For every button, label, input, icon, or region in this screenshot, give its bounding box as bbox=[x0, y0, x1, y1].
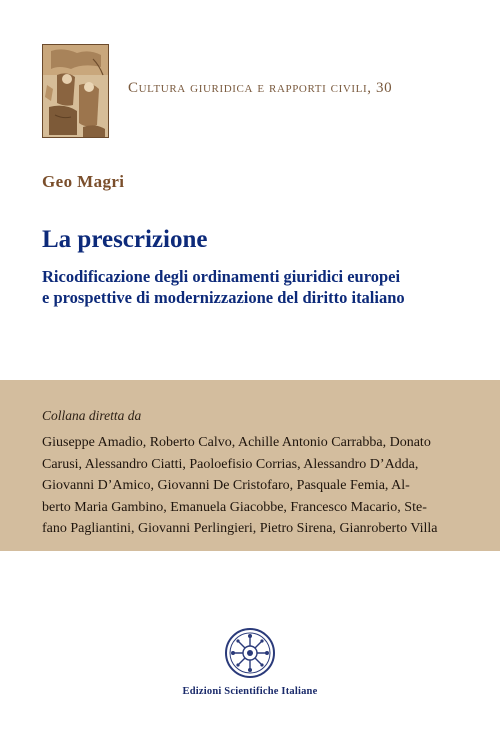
subtitle-line: Ricodificazione degli ordinamenti giuridici europei bbox=[42, 267, 401, 286]
publisher-name: Edizioni Scientifiche Italiane bbox=[182, 686, 318, 697]
editors-line: fano Pagliantini, Giovanni Perlingieri, Pietro Sirena, Gianroberto Villa bbox=[42, 521, 438, 536]
book-title: La prescrizione bbox=[42, 226, 208, 253]
editors-heading: Collana diretta da bbox=[42, 408, 142, 423]
publisher-seal-icon bbox=[224, 627, 276, 679]
subtitle-line: e prospettive di modernizzazione del diritto italiano bbox=[42, 288, 405, 307]
book-subtitle bbox=[42, 266, 482, 308]
editors-line: Giovanni D’Amico, Giovanni De Cristofaro, Pasquale Femia, Al- bbox=[42, 478, 410, 493]
editors-line: Giuseppe Amadio, Roberto Calvo, Achille Antonio Carrabba, Donato bbox=[42, 435, 431, 450]
editors-line: Carusi, Alessandro Ciatti, Paoloefisio Corrias, Alessandro D’Adda, bbox=[42, 456, 419, 472]
author-name: Geo Magri bbox=[42, 172, 125, 191]
editors-list bbox=[42, 432, 456, 540]
series-title: Cultura giuridica e rapporti civili, 30 bbox=[128, 80, 393, 96]
cover-painting-icon bbox=[42, 44, 109, 138]
editors-line: berto Maria Gambino, Emanuela Giacobbe, Francesco Macario, Ste- bbox=[42, 499, 427, 515]
